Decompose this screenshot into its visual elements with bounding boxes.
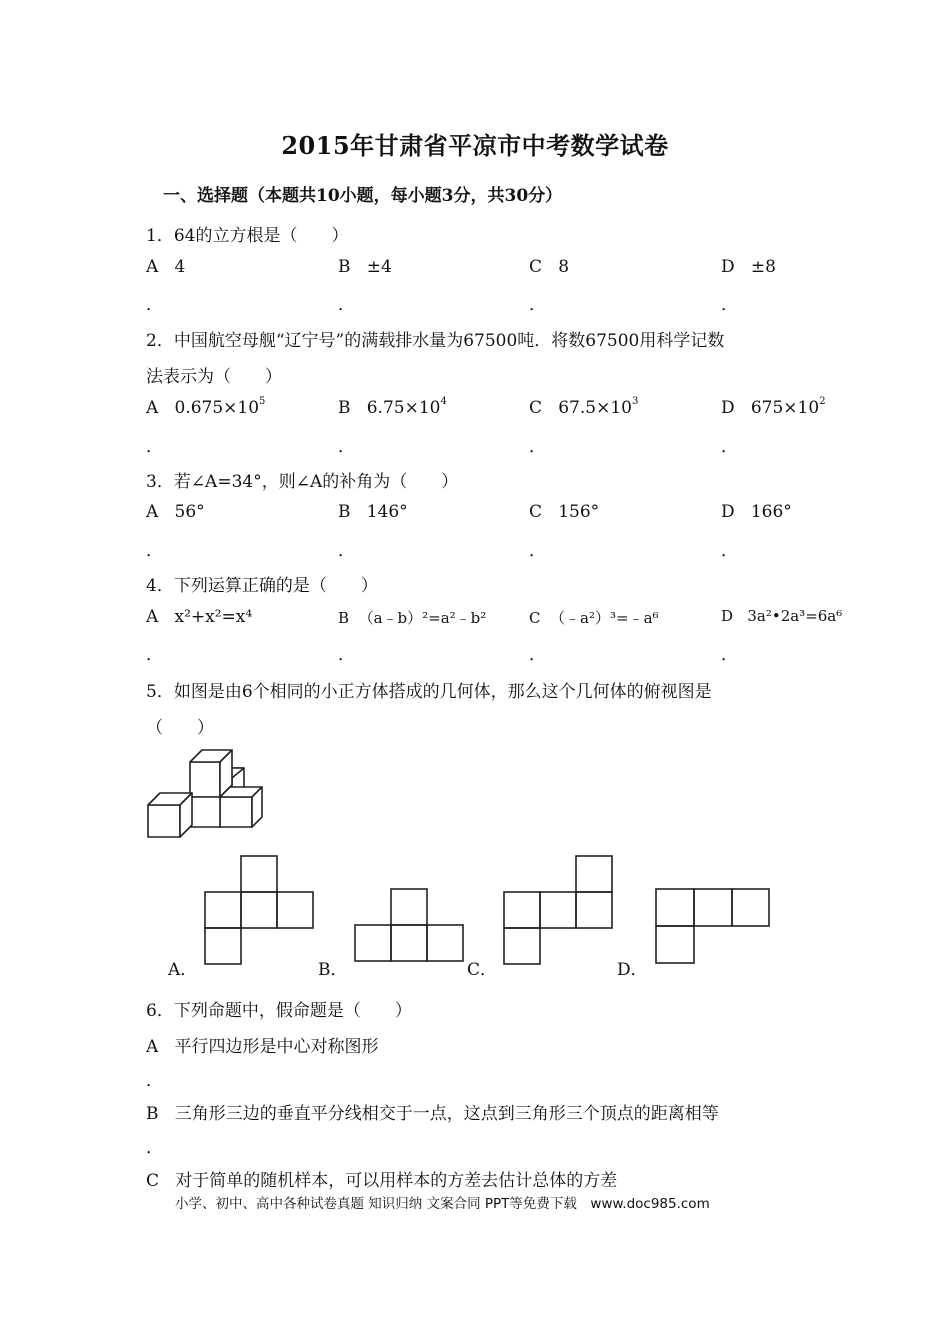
choice-c-grid <box>503 855 615 967</box>
choice-a-grid <box>204 855 316 967</box>
q4-option-c: C （﹣a²）³=﹣a⁶ <box>529 609 659 627</box>
option-dot: ． <box>529 541 546 561</box>
q3-option-a: A 56° <box>146 502 205 522</box>
option-dot: ． <box>146 1138 163 1158</box>
option-dot: ． <box>146 437 163 457</box>
option-dot: ． <box>338 541 355 561</box>
q6-option-c: C 对于简单的随机样本，可以用样本的方差去估计总体的方差 <box>146 1171 618 1191</box>
option-dot: ． <box>529 645 546 665</box>
option-dot: ． <box>146 541 163 561</box>
footer-note: 小学、初中、高中各种试卷真题 知识归纳 文案合同 PPT等免费下载 www.doc985.com <box>175 1196 710 1212</box>
q3-option-c: C 156° <box>529 502 600 522</box>
q1-option-d: D ±8 <box>721 257 776 277</box>
question-2-stem-line2: 法表示为（ ） <box>146 367 282 387</box>
question-5-stem-line1: 5．如图是由6个相同的小正方体搭成的几何体，那么这个几何体的俯视图是 <box>146 682 712 702</box>
option-dot: ． <box>721 437 738 457</box>
q6-option-a: A 平行四边形是中心对称图形 <box>146 1037 379 1057</box>
q2-option-c: C $67.5\times 10^3$ <box>529 396 639 418</box>
option-dot: ． <box>721 541 738 561</box>
q1-option-c: C 8 <box>529 257 570 277</box>
option-dot: ． <box>146 295 163 315</box>
choice-b-grid <box>354 888 466 966</box>
option-dot: ． <box>146 1071 163 1091</box>
choice-a-label: A． <box>168 960 198 980</box>
q1-option-b: B ±4 <box>338 257 392 277</box>
q2-option-d: D $675\times 10^2$ <box>721 396 826 418</box>
question-4-stem: 4．下列运算正确的是（ ） <box>146 576 378 596</box>
question-6-stem: 6．下列命题中，假命题是（ ） <box>146 1001 412 1021</box>
question-5-stem-line2: （ ） <box>146 718 214 738</box>
question-1-stem: 1．64的立方根是（ ） <box>146 226 349 246</box>
choice-b-label: B． <box>318 960 348 980</box>
cube-stack-figure <box>140 745 270 845</box>
choice-d-label: D． <box>617 960 648 980</box>
choice-c-label: C． <box>467 960 498 980</box>
q3-option-d: D 166° <box>721 502 792 522</box>
page-title: 2015年甘肃省平凉市中考数学试卷 <box>281 131 669 160</box>
option-dot: ． <box>721 645 738 665</box>
option-dot: ． <box>146 645 163 665</box>
option-dot: ． <box>721 295 738 315</box>
q2-option-b: B $6.75\times 10^4$ <box>338 396 447 418</box>
choice-d-grid <box>655 888 771 966</box>
option-dot: ． <box>529 437 546 457</box>
q1-option-a: A 4 <box>146 257 186 277</box>
q4-option-b: B （a﹣b）²=a²﹣b² <box>338 609 487 627</box>
question-3-stem: 3．若∠A=34°，则∠A的补角为（ ） <box>146 472 459 492</box>
option-dot: ． <box>338 437 355 457</box>
q4-option-d: D 3a²•2a³=6a⁶ <box>721 607 843 625</box>
section-heading: 一、选择题（本题共10小题，每小题3分，共30分） <box>163 186 563 206</box>
q3-option-b: B 146° <box>338 502 408 522</box>
option-dot: ． <box>338 295 355 315</box>
question-2-stem-line1: 2．中国航空母舰“辽宁号”的满载排水量为67500吨．将数67500用科学记数 <box>146 331 725 351</box>
q4-option-a: A x²+x²=x⁴ <box>146 607 253 627</box>
q6-option-b: B 三角形三边的垂直平分线相交于一点，这点到三角形三个顶点的距离相等 <box>146 1104 719 1124</box>
q2-option-a: A $0.675\times 10^5$ <box>146 396 266 418</box>
option-dot: ． <box>338 645 355 665</box>
option-dot: ． <box>529 295 546 315</box>
